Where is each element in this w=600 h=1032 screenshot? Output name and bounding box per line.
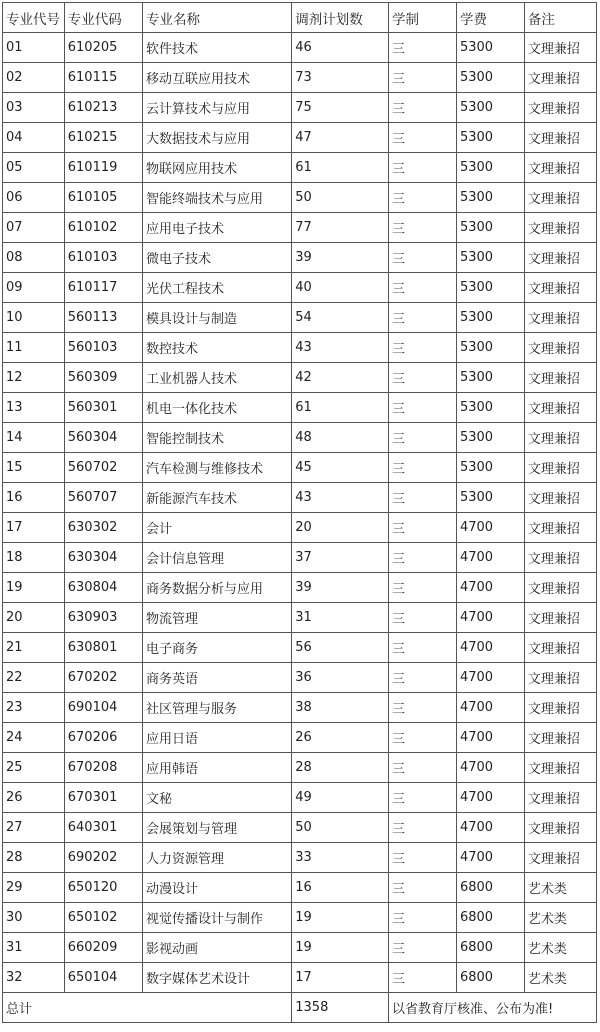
cell-remarks: 文理兼招 [524, 333, 596, 363]
cell-major-code: 630302 [64, 513, 142, 543]
cell-major-name: 动漫设计 [143, 873, 292, 903]
cell-major-number: 32 [3, 963, 65, 993]
cell-major-number: 19 [3, 573, 65, 603]
cell-tuition: 5300 [456, 213, 524, 243]
cell-major-number: 20 [3, 603, 65, 633]
cell-remarks: 文理兼招 [524, 663, 596, 693]
header-remarks: 备注 [524, 3, 596, 33]
cell-major-number: 30 [3, 903, 65, 933]
cell-remarks: 文理兼招 [524, 573, 596, 603]
cell-remarks: 文理兼招 [524, 453, 596, 483]
cell-tuition: 4700 [456, 543, 524, 573]
cell-major-name: 会计 [143, 513, 292, 543]
cell-adjustment-plan: 47 [292, 123, 389, 153]
cell-adjustment-plan: 45 [292, 453, 389, 483]
cell-study-length: 三 [389, 663, 457, 693]
cell-major-name: 电子商务 [143, 633, 292, 663]
cell-adjustment-plan: 19 [292, 933, 389, 963]
cell-major-name: 影视动画 [143, 933, 292, 963]
table-row [3, 423, 597, 453]
cell-remarks: 文理兼招 [524, 483, 596, 513]
cell-major-name: 汽车检测与维修技术 [143, 453, 292, 483]
cell-remarks: 文理兼招 [524, 783, 596, 813]
cell-major-name: 会计信息管理 [143, 543, 292, 573]
cell-major-name: 文秘 [143, 783, 292, 813]
cell-major-name: 微电子技术 [143, 243, 292, 273]
cell-major-code: 630903 [64, 603, 142, 633]
header-adjustment-plan: 调剂计划数 [292, 3, 389, 33]
cell-study-length: 三 [389, 183, 457, 213]
cell-adjustment-plan: 28 [292, 753, 389, 783]
table-row [3, 903, 597, 933]
cell-tuition: 4700 [456, 813, 524, 843]
cell-remarks: 文理兼招 [524, 423, 596, 453]
cell-major-name: 人力资源管理 [143, 843, 292, 873]
cell-tuition: 5300 [456, 453, 524, 483]
cell-study-length: 三 [389, 783, 457, 813]
cell-major-number: 18 [3, 543, 65, 573]
cell-major-name: 应用韩语 [143, 753, 292, 783]
cell-major-code: 610117 [64, 273, 142, 303]
table-row [3, 663, 597, 693]
cell-adjustment-plan: 19 [292, 903, 389, 933]
cell-major-number: 04 [3, 123, 65, 153]
cell-major-code: 650102 [64, 903, 142, 933]
cell-remarks: 文理兼招 [524, 693, 596, 723]
cell-study-length: 三 [389, 153, 457, 183]
cell-adjustment-plan: 61 [292, 393, 389, 423]
cell-major-code: 670206 [64, 723, 142, 753]
cell-major-name: 工业机器人技术 [143, 363, 292, 393]
cell-adjustment-plan: 31 [292, 603, 389, 633]
cell-major-number: 29 [3, 873, 65, 903]
footer-note: 以省教育厅核准、公布为准! [389, 993, 597, 1023]
cell-tuition: 5300 [456, 333, 524, 363]
cell-major-name: 软件技术 [143, 33, 292, 63]
cell-study-length: 三 [389, 273, 457, 303]
cell-major-number: 26 [3, 783, 65, 813]
cell-major-number: 22 [3, 663, 65, 693]
cell-remarks: 文理兼招 [524, 153, 596, 183]
table-body [3, 33, 597, 993]
cell-major-code: 560301 [64, 393, 142, 423]
cell-remarks: 文理兼招 [524, 543, 596, 573]
cell-study-length: 三 [389, 63, 457, 93]
cell-study-length: 三 [389, 723, 457, 753]
table-row [3, 363, 597, 393]
cell-major-number: 28 [3, 843, 65, 873]
cell-major-number: 13 [3, 393, 65, 423]
cell-adjustment-plan: 17 [292, 963, 389, 993]
cell-tuition: 5300 [456, 393, 524, 423]
cell-tuition: 6800 [456, 873, 524, 903]
cell-study-length: 三 [389, 543, 457, 573]
cell-major-number: 01 [3, 33, 65, 63]
cell-remarks: 文理兼招 [524, 603, 596, 633]
cell-adjustment-plan: 49 [292, 783, 389, 813]
cell-study-length: 三 [389, 603, 457, 633]
cell-adjustment-plan: 54 [292, 303, 389, 333]
cell-study-length: 三 [389, 693, 457, 723]
header-major-number: 专业代号 [3, 3, 65, 33]
cell-major-code: 560103 [64, 333, 142, 363]
cell-tuition: 6800 [456, 963, 524, 993]
table-row [3, 63, 597, 93]
cell-adjustment-plan: 40 [292, 273, 389, 303]
cell-adjustment-plan: 20 [292, 513, 389, 543]
cell-study-length: 三 [389, 633, 457, 663]
table-row [3, 933, 597, 963]
cell-tuition: 5300 [456, 33, 524, 63]
header-major-code: 专业代码 [64, 3, 142, 33]
cell-major-name: 会展策划与管理 [143, 813, 292, 843]
cell-major-number: 25 [3, 753, 65, 783]
cell-major-number: 05 [3, 153, 65, 183]
table-row [3, 93, 597, 123]
header-study-length: 学制 [389, 3, 457, 33]
cell-major-number: 16 [3, 483, 65, 513]
cell-remarks: 文理兼招 [524, 753, 596, 783]
cell-remarks: 文理兼招 [524, 303, 596, 333]
table-row [3, 153, 597, 183]
table-row [3, 813, 597, 843]
cell-tuition: 5300 [456, 363, 524, 393]
cell-study-length: 三 [389, 513, 457, 543]
cell-remarks: 文理兼招 [524, 243, 596, 273]
cell-major-name: 数控技术 [143, 333, 292, 363]
cell-study-length: 三 [389, 33, 457, 63]
cell-tuition: 4700 [456, 693, 524, 723]
cell-study-length: 三 [389, 303, 457, 333]
cell-adjustment-plan: 56 [292, 633, 389, 663]
cell-major-number: 27 [3, 813, 65, 843]
cell-major-name: 智能控制技术 [143, 423, 292, 453]
cell-remarks: 文理兼招 [524, 33, 596, 63]
cell-tuition: 5300 [456, 153, 524, 183]
cell-major-code: 670301 [64, 783, 142, 813]
cell-major-code: 610105 [64, 183, 142, 213]
cell-tuition: 5300 [456, 93, 524, 123]
cell-major-code: 610215 [64, 123, 142, 153]
cell-major-code: 660209 [64, 933, 142, 963]
cell-major-number: 08 [3, 243, 65, 273]
cell-remarks: 文理兼招 [524, 123, 596, 153]
cell-adjustment-plan: 75 [292, 93, 389, 123]
table-row [3, 693, 597, 723]
table-row [3, 873, 597, 903]
cell-major-code: 670208 [64, 753, 142, 783]
table-row [3, 183, 597, 213]
total-row [3, 993, 597, 1023]
cell-remarks: 艺术类 [524, 873, 596, 903]
cell-remarks: 文理兼招 [524, 393, 596, 423]
cell-major-name: 应用日语 [143, 723, 292, 753]
table-row [3, 603, 597, 633]
table-row [3, 843, 597, 873]
total-label: 总计 [3, 993, 292, 1023]
cell-tuition: 4700 [456, 573, 524, 603]
table-row [3, 243, 597, 273]
table-row [3, 543, 597, 573]
table-row [3, 453, 597, 483]
cell-adjustment-plan: 61 [292, 153, 389, 183]
cell-adjustment-plan: 43 [292, 483, 389, 513]
cell-adjustment-plan: 36 [292, 663, 389, 693]
cell-remarks: 文理兼招 [524, 633, 596, 663]
cell-tuition: 5300 [456, 243, 524, 273]
cell-tuition: 5300 [456, 123, 524, 153]
cell-major-number: 11 [3, 333, 65, 363]
table-row [3, 633, 597, 663]
table-row [3, 573, 597, 603]
cell-major-number: 23 [3, 693, 65, 723]
cell-tuition: 4700 [456, 663, 524, 693]
cell-major-name: 云计算技术与应用 [143, 93, 292, 123]
cell-remarks: 艺术类 [524, 963, 596, 993]
cell-tuition: 6800 [456, 933, 524, 963]
cell-major-code: 560309 [64, 363, 142, 393]
cell-tuition: 4700 [456, 633, 524, 663]
cell-adjustment-plan: 50 [292, 813, 389, 843]
cell-study-length: 三 [389, 483, 457, 513]
cell-major-number: 24 [3, 723, 65, 753]
cell-study-length: 三 [389, 903, 457, 933]
cell-major-code: 630304 [64, 543, 142, 573]
cell-adjustment-plan: 73 [292, 63, 389, 93]
cell-major-code: 610102 [64, 213, 142, 243]
cell-adjustment-plan: 43 [292, 333, 389, 363]
cell-study-length: 三 [389, 363, 457, 393]
cell-remarks: 文理兼招 [524, 183, 596, 213]
cell-major-code: 560707 [64, 483, 142, 513]
cell-major-name: 智能终端技术与应用 [143, 183, 292, 213]
cell-major-code: 670202 [64, 663, 142, 693]
cell-major-code: 650120 [64, 873, 142, 903]
cell-major-code: 630804 [64, 573, 142, 603]
table-row [3, 393, 597, 423]
table-row [3, 213, 597, 243]
cell-adjustment-plan: 39 [292, 573, 389, 603]
cell-major-name: 光伏工程技术 [143, 273, 292, 303]
cell-major-name: 物流管理 [143, 603, 292, 633]
cell-major-number: 06 [3, 183, 65, 213]
cell-tuition: 5300 [456, 423, 524, 453]
cell-study-length: 三 [389, 333, 457, 363]
cell-remarks: 文理兼招 [524, 93, 596, 123]
cell-study-length: 三 [389, 93, 457, 123]
cell-tuition: 4700 [456, 603, 524, 633]
table-row [3, 33, 597, 63]
cell-major-name: 数字媒体艺术设计 [143, 963, 292, 993]
cell-study-length: 三 [389, 453, 457, 483]
cell-tuition: 4700 [456, 753, 524, 783]
cell-tuition: 5300 [456, 303, 524, 333]
cell-major-number: 15 [3, 453, 65, 483]
cell-major-number: 31 [3, 933, 65, 963]
cell-major-name: 视觉传播设计与制作 [143, 903, 292, 933]
table-row [3, 723, 597, 753]
cell-remarks: 文理兼招 [524, 843, 596, 873]
cell-major-number: 02 [3, 63, 65, 93]
cell-study-length: 三 [389, 933, 457, 963]
cell-major-number: 09 [3, 273, 65, 303]
cell-major-number: 21 [3, 633, 65, 663]
cell-major-code: 560702 [64, 453, 142, 483]
cell-study-length: 三 [389, 213, 457, 243]
cell-major-number: 14 [3, 423, 65, 453]
cell-major-name: 机电一体化技术 [143, 393, 292, 423]
cell-major-name: 新能源汽车技术 [143, 483, 292, 513]
cell-adjustment-plan: 39 [292, 243, 389, 273]
table-row [3, 483, 597, 513]
table-row [3, 753, 597, 783]
cell-major-code: 630801 [64, 633, 142, 663]
cell-major-code: 560304 [64, 423, 142, 453]
cell-study-length: 三 [389, 843, 457, 873]
cell-major-code: 610205 [64, 33, 142, 63]
cell-tuition: 6800 [456, 903, 524, 933]
cell-study-length: 三 [389, 393, 457, 423]
cell-adjustment-plan: 33 [292, 843, 389, 873]
table-row [3, 333, 597, 363]
enrollment-plan-table [2, 2, 597, 1023]
cell-study-length: 三 [389, 243, 457, 273]
cell-study-length: 三 [389, 123, 457, 153]
cell-adjustment-plan: 37 [292, 543, 389, 573]
cell-major-name: 物联网应用技术 [143, 153, 292, 183]
cell-major-code: 650104 [64, 963, 142, 993]
cell-remarks: 文理兼招 [524, 363, 596, 393]
cell-study-length: 三 [389, 873, 457, 903]
cell-study-length: 三 [389, 963, 457, 993]
cell-major-code: 610213 [64, 93, 142, 123]
cell-adjustment-plan: 38 [292, 693, 389, 723]
cell-adjustment-plan: 42 [292, 363, 389, 393]
cell-adjustment-plan: 50 [292, 183, 389, 213]
cell-adjustment-plan: 46 [292, 33, 389, 63]
cell-major-number: 03 [3, 93, 65, 123]
cell-remarks: 文理兼招 [524, 723, 596, 753]
cell-study-length: 三 [389, 573, 457, 603]
cell-remarks: 艺术类 [524, 903, 596, 933]
cell-study-length: 三 [389, 423, 457, 453]
cell-tuition: 5300 [456, 63, 524, 93]
cell-major-code: 610115 [64, 63, 142, 93]
cell-adjustment-plan: 48 [292, 423, 389, 453]
header-tuition: 学费 [456, 3, 524, 33]
table-row [3, 783, 597, 813]
cell-remarks: 文理兼招 [524, 63, 596, 93]
cell-major-name: 模具设计与制造 [143, 303, 292, 333]
cell-remarks: 文理兼招 [524, 273, 596, 303]
cell-tuition: 4700 [456, 843, 524, 873]
cell-tuition: 5300 [456, 273, 524, 303]
table-row [3, 123, 597, 153]
cell-major-code: 690104 [64, 693, 142, 723]
cell-major-name: 社区管理与服务 [143, 693, 292, 723]
total-value: 1358 [292, 993, 389, 1023]
cell-tuition: 4700 [456, 783, 524, 813]
table-header-row [3, 3, 597, 33]
cell-major-code: 640301 [64, 813, 142, 843]
header-major-name: 专业名称 [143, 3, 292, 33]
cell-tuition: 5300 [456, 183, 524, 213]
cell-major-name: 商务数据分析与应用 [143, 573, 292, 603]
table-row [3, 303, 597, 333]
cell-study-length: 三 [389, 813, 457, 843]
cell-study-length: 三 [389, 753, 457, 783]
table-row [3, 273, 597, 303]
cell-major-code: 610103 [64, 243, 142, 273]
cell-major-name: 应用电子技术 [143, 213, 292, 243]
cell-tuition: 4700 [456, 513, 524, 543]
cell-major-number: 07 [3, 213, 65, 243]
cell-remarks: 文理兼招 [524, 813, 596, 843]
cell-major-number: 12 [3, 363, 65, 393]
cell-major-name: 大数据技术与应用 [143, 123, 292, 153]
cell-major-number: 17 [3, 513, 65, 543]
table-row [3, 513, 597, 543]
cell-major-code: 690202 [64, 843, 142, 873]
cell-tuition: 5300 [456, 483, 524, 513]
table-row [3, 963, 597, 993]
cell-major-number: 10 [3, 303, 65, 333]
cell-major-name: 移动互联应用技术 [143, 63, 292, 93]
cell-major-code: 560113 [64, 303, 142, 333]
cell-major-name: 商务英语 [143, 663, 292, 693]
cell-major-code: 610119 [64, 153, 142, 183]
cell-remarks: 文理兼招 [524, 513, 596, 543]
cell-remarks: 文理兼招 [524, 213, 596, 243]
cell-tuition: 4700 [456, 723, 524, 753]
cell-adjustment-plan: 77 [292, 213, 389, 243]
cell-adjustment-plan: 16 [292, 873, 389, 903]
cell-adjustment-plan: 26 [292, 723, 389, 753]
cell-remarks: 艺术类 [524, 933, 596, 963]
